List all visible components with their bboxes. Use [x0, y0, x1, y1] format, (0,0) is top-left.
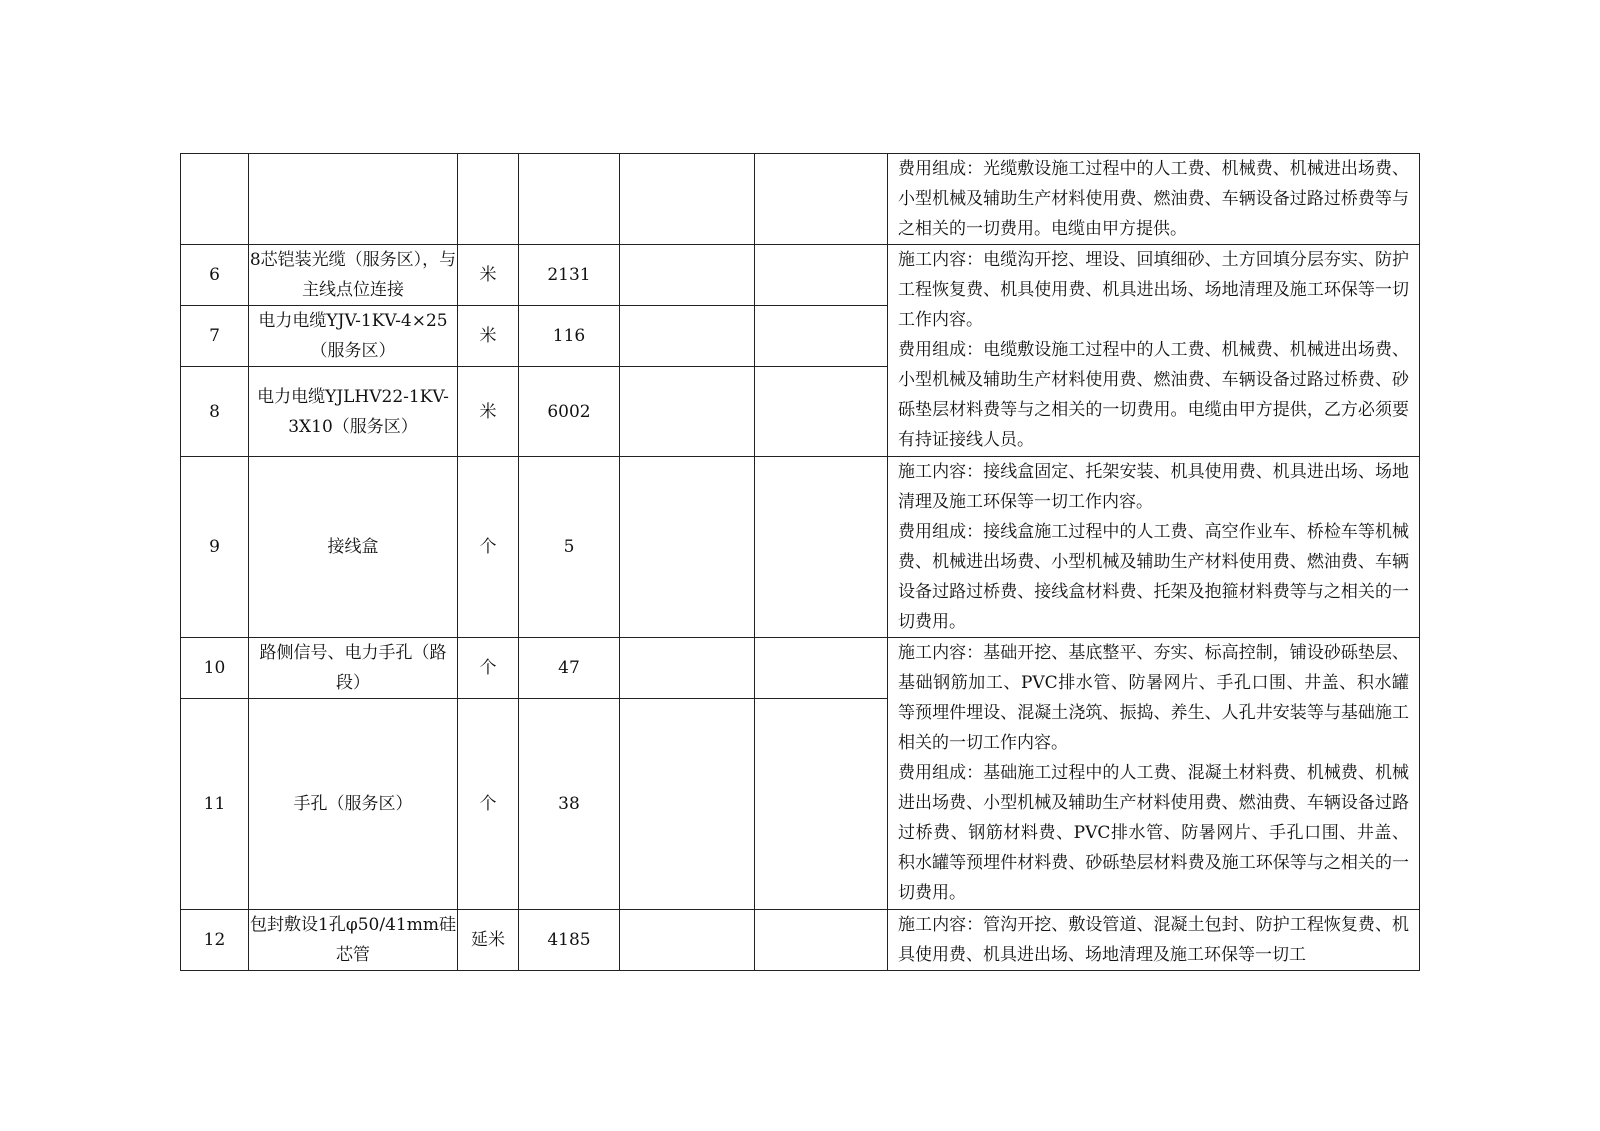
table-row: [181, 245, 1420, 306]
cell-name: 8芯铠装光缆（服务区），与主线点位连接: [249, 245, 458, 306]
cell-unit: 个: [458, 699, 519, 910]
cell-price: [620, 457, 755, 638]
cell-total: [755, 245, 888, 306]
description-paragraph: 费用组成：基础施工过程中的人工费、混凝土材料费、机械费、机械进出场费、小型机械及辅助生产材料使用费、燃油费、车辆设备过路过桥费、钢筋材料费、PVC排水管、防暑网片、手孔口围、井盖、积水罐等预埋件材料费、砂砾垫层材料费及施工环保等与之相关的一切费用。: [898, 763, 1409, 903]
cell-description: [888, 245, 1420, 457]
cell-no: 6: [181, 245, 249, 306]
cell-name: 包封敷设1孔φ50/41mm硅芯管: [249, 910, 458, 971]
table-row: [181, 154, 1420, 245]
cell-unit: 个: [458, 457, 519, 638]
cell-qty: 38: [519, 699, 620, 910]
quantity-table: [180, 153, 1420, 971]
cell-name: [249, 154, 458, 245]
cell-unit: [458, 154, 519, 245]
cell-qty: 5: [519, 457, 620, 638]
description-paragraph: 施工内容：基础开挖、基底整平、夯实、标高控制，铺设砂砾垫层、基础钢筋加工、PVC排水管、防暑网片、手孔口围、井盖、积水罐等预埋件埋设、混凝土浇筑、振捣、养生、人孔井安装等与基础施工相关的一切工作内容。: [898, 643, 1409, 753]
cell-total: [755, 638, 888, 699]
cell-qty: 2131: [519, 245, 620, 306]
description-paragraph: 费用组成：接线盒施工过程中的人工费、高空作业车、桥检车等机械费、机械进出场费、小型机械及辅助生产材料使用费、燃油费、车辆设备过路过桥费、接线盒材料费、托架及抱箍材料费等与之相关的一切费用。: [898, 522, 1409, 632]
description-paragraph: 施工内容：管沟开挖、敷设管道、混凝土包封、防护工程恢复费、机具使用费、机具进出场、场地清理及施工环保等一切工: [898, 915, 1409, 965]
cell-no: 9: [181, 457, 249, 638]
cell-qty: 4185: [519, 910, 620, 971]
cell-unit: 延米: [458, 910, 519, 971]
cell-no: [181, 154, 249, 245]
description-paragraph: 施工内容：电缆沟开挖、埋设、回填细砂、土方回填分层夯实、防护工程恢复费、机具使用费、机具进出场、场地清理及施工环保等一切工作内容。: [898, 250, 1409, 330]
cell-qty: 116: [519, 306, 620, 367]
cell-price: [620, 306, 755, 367]
table-row: [181, 457, 1420, 638]
cell-total: [755, 910, 888, 971]
cell-total: [755, 306, 888, 367]
description-paragraph: 费用组成：光缆敷设施工过程中的人工费、机械费、机械进出场费、小型机械及辅助生产材料使用费、燃油费、车辆设备过路过桥费等与之相关的一切费用。电缆由甲方提供。: [898, 159, 1409, 239]
cell-unit: 个: [458, 638, 519, 699]
cell-price: [620, 367, 755, 457]
cell-no: 12: [181, 910, 249, 971]
description-paragraph: 费用组成：电缆敷设施工过程中的人工费、机械费、机械进出场费、小型机械及辅助生产材料使用费、燃油费、车辆设备过路过桥费、砂砾垫层材料费等与之相关的一切费用。电缆由甲方提供，乙方必须要有持证接线人员。: [898, 340, 1409, 450]
cell-description: [888, 154, 1420, 245]
cell-name: 手孔（服务区）: [249, 699, 458, 910]
table-row: [181, 638, 1420, 699]
cell-no: 8: [181, 367, 249, 457]
cell-total: [755, 154, 888, 245]
cell-unit: 米: [458, 306, 519, 367]
cell-unit: 米: [458, 367, 519, 457]
cell-price: [620, 699, 755, 910]
cell-name: 电力电缆YJV-1KV-4×25（服务区）: [249, 306, 458, 367]
table-row: [181, 910, 1420, 971]
cell-qty: 6002: [519, 367, 620, 457]
cell-name: 路侧信号、电力手孔（路段）: [249, 638, 458, 699]
cell-description: [888, 457, 1420, 638]
cell-total: [755, 457, 888, 638]
cell-qty: [519, 154, 620, 245]
cell-no: 7: [181, 306, 249, 367]
cell-total: [755, 699, 888, 910]
cell-name: 电力电缆YJLHV22-1KV-3X10（服务区）: [249, 367, 458, 457]
cell-total: [755, 367, 888, 457]
cell-price: [620, 154, 755, 245]
cell-price: [620, 245, 755, 306]
cell-price: [620, 638, 755, 699]
cell-description: [888, 638, 1420, 910]
cell-price: [620, 910, 755, 971]
cell-no: 10: [181, 638, 249, 699]
cell-description: [888, 910, 1420, 971]
description-paragraph: 施工内容：接线盒固定、托架安装、机具使用费、机具进出场、场地清理及施工环保等一切工作内容。: [898, 462, 1409, 512]
cell-name: 接线盒: [249, 457, 458, 638]
cell-no: 11: [181, 699, 249, 910]
cell-qty: 47: [519, 638, 620, 699]
cell-unit: 米: [458, 245, 519, 306]
